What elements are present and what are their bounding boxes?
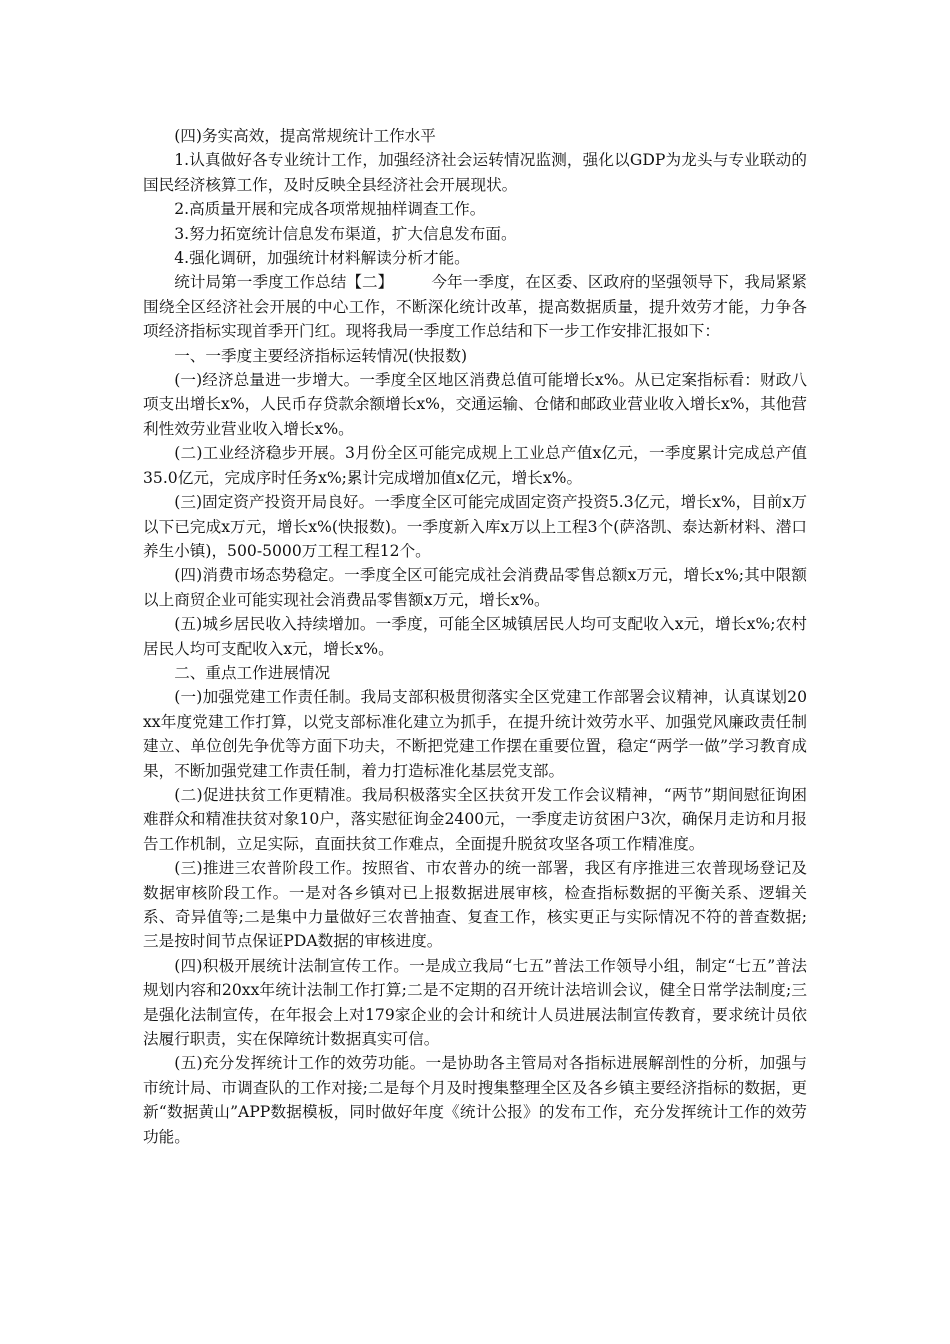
paragraph: 4.强化调研，加强统计材料解读分析才能。 (174, 249, 470, 268)
paragraph: 3.努力拓宽统计信息发布渠道，扩大信息发布面。 (174, 224, 517, 243)
document-body (143, 124, 807, 1149)
paragraph: (三)固定资产投资开局良好。一季度全区可能完成固定资产投资5.3亿元，增长x%，目前x万以下已完成x万元，增长x%(快报数)。一季度新入库x万以上工程3个(萨洛凯、泰达新材料、潜口养生小镇)，500-5000万工程工程12个。 (143, 493, 807, 560)
paragraph: (五)充分发挥统计工作的效劳功能。一是协助各主管局对各指标进展解剖性的分析，加强与市统计局、市调查队的工作对接;二是每个月及时搜集整理全区及各乡镇主要经济指标的数据，更新“数据黄山”APP数据模板，同时做好年度《统计公报》的发布工作，充分发挥统计工作的效劳功能。 (143, 1054, 807, 1146)
paragraph: 1.认真做好各专业统计工作，加强经济社会运转情况监测，强化以GDP为龙头与专业联动的国民经济核算工作，及时反映全县经济社会开展现状。 (143, 151, 807, 194)
paragraph: (四)积极开展统计法制宣传工作。一是成立我局“七五”普法工作领导小组，制定“七五”普法规划内容和20xx年统计法制工作打算;二是不定期的召开统计法培训会议，健全日常学法制度;三是强化法制宣传，在年报会上对179家企业的会计和统计人员进展法制宣传教育，要求统计员依法履行职责，实在保障统计数据真实可信。 (143, 956, 807, 1049)
paragraph: 2.高质量开展和完成各项常规抽样调查工作。 (174, 200, 486, 219)
paragraph-text: 今年一季度，在区委、区政府的坚强领导下，我局紧紧围绕全区经济社会开展的中心工作，不断深化统计改革，提高数据质量，提升效劳才能，力争各项经济指标实现首季开门红。现将我局一季度工作总结和下一步工作安排汇报如下： (143, 273, 807, 341)
paragraph: (一)加强党建工作责任制。我局支部积极贯彻落实全区党建工作部署会议精神，认真谋划20xx年度党建工作打算，以党支部标准化建立为抓手，在提升统计效劳水平、加强党风廉政责任制建立、单位创先争优等方面下功夫，不断把党建工作摆在重要位置，稳定“两学一做”学习教育成果，不断加强党建工作责任制，着力打造标准化基层党支部。 (143, 688, 807, 780)
section-heading: 一、一季度主要经济指标运转情况(快报数) (174, 346, 468, 365)
section-paragraph (143, 270, 807, 343)
paragraph: (二)促进扶贫工作更精准。我局积极落实全区扶贫开发工作会议精神，“两节”期间慰征询困难群众和精准扶贫对象10户，落实慰征询金2400元，一季度走访贫困户3次，确保月走访和月报告工作机制，立足实际，直面扶贫工作难点，全面提升脱贫攻坚各项工作精准度。 (143, 785, 807, 853)
document-title: 统计局第一季度工作总结【二】 (174, 273, 394, 292)
paragraph: (四)务实高效，提高常规统计工作水平 (174, 127, 436, 145)
paragraph: (三)推进三农普阶段工作。按照省、市农普办的统一部署，我区有序推进三农普现场登记及数据审核阶段工作。一是对各乡镇对已上报数据进展审核，检查指标数据的平衡关系、逻辑关系、奇异值等;二是集中力量做好三农普抽查、复查工作，核实更正与实际情况不符的普查数据;三是按时间节点保证PDA数据的审核进度。 (143, 859, 807, 951)
section-heading: 二、重点工作进展情况 (174, 663, 331, 682)
paragraph: (五)城乡居民收入持续增加。一季度，可能全区城镇居民人均可支配收入x元，增长x%;农村居民人均可支配收入x元，增长x%。 (143, 615, 807, 658)
paragraph: (一)经济总量进一步增大。一季度全区地区消费总值可能增长x%。从已定案指标看：财政八项支出增长x%，人民币存贷款余额增长x%，交通运输、仓储和邮政业营业收入增长x%，其他营利性效劳业营业收入增长x%。 (143, 371, 807, 438)
paragraph: (四)消费市场态势稳定。一季度全区可能完成社会消费品零售总额x万元，增长x%;其中限额以上商贸企业可能实现社会消费品零售额x万元，增长x%。 (143, 566, 807, 609)
paragraph: (二)工业经济稳步开展。3月份全区可能完成规上工业总产值x亿元，一季度累计完成总产值35.0亿元，完成序时任务x%;累计完成增加值x亿元，增长x%。 (143, 444, 807, 487)
